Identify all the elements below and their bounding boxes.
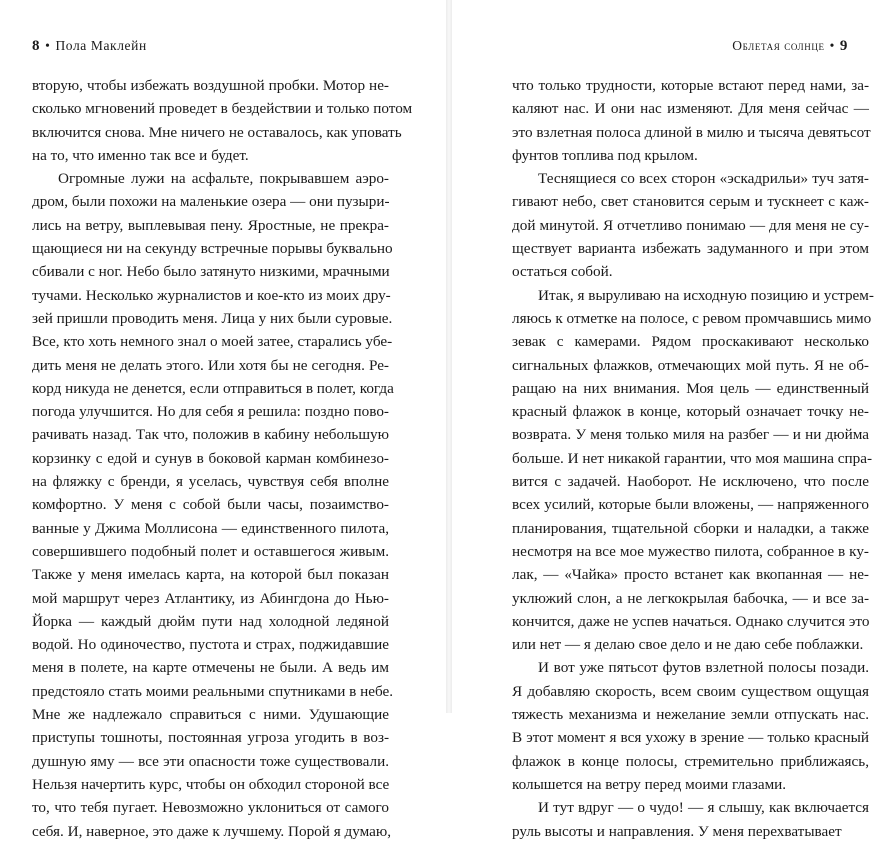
- text-line: красный флажок в конце, который означает точку не-: [512, 403, 869, 421]
- text-line: Йорка — каждый дюйм пути над холодной ледяной: [32, 612, 389, 630]
- text-line: колышется на ветру перед моими глазами.: [512, 775, 787, 793]
- text-line: совершившего подобный полет и оставшегося живым.: [32, 542, 389, 560]
- text-line: кончится, даже не успев начаться. Однако случится это: [512, 612, 870, 630]
- text-line: возврата. У меня только миля на разбег — и ни дюйма: [512, 426, 869, 444]
- text-line: лак, — «Чайка» просто встанет как вкопанная — не-: [512, 566, 869, 584]
- text-line: или нет — я делаю свое дело и не даю себе поблажки.: [512, 636, 864, 654]
- text-line: ществует варианта избежать задуманного и при этом: [512, 240, 869, 258]
- left-header-separator: •: [45, 38, 51, 53]
- right-page-number: 9: [839, 38, 848, 54]
- text-line: меня в полете, на карте отмечены не были. А ведь им: [32, 659, 389, 677]
- text-line: предстояло стать моими реальными спутниками в небе.: [32, 682, 394, 700]
- text-line: ращаю на них внимания. Моя цель — единственный: [512, 379, 869, 397]
- text-line: лись на ветру, выплевывая пену. Яростные, не прекра-: [32, 216, 389, 234]
- text-line: И тут вдруг — о чудо! — я слышу, как включается: [538, 799, 869, 817]
- text-line: Я добавляю скорость, всем своим существом ощущая: [512, 682, 869, 700]
- text-line: дой минутой. Я отчетливо понимаю — для меня не су-: [512, 216, 869, 234]
- text-line: зей пришли проводить меня. Лица у них были суровые.: [32, 309, 393, 327]
- left-page-header: [32, 36, 147, 56]
- text-line: Мне же надлежало справиться с ними. Удушающие: [32, 706, 389, 724]
- text-line: тучами. Несколько журналистов и кое-кто из моих дру-: [32, 286, 391, 304]
- text-line: включится снова. Мне ничего не оставалось, как уповать: [32, 123, 402, 141]
- left-page-number: 8: [32, 38, 41, 54]
- text-line: Огромные лужи на асфальте, покрывавшем аэро-: [58, 170, 389, 188]
- text-line: Также у меня имелась карта, на которой был показан: [32, 566, 389, 584]
- text-line: гивают небо, свет становится серым и тускнеет с каж-: [512, 193, 869, 211]
- text-line: флажок в конце полосы, стремительно приближаясь,: [512, 752, 869, 770]
- text-line: планирования, тщательной сборки и наладки, а также: [512, 519, 869, 537]
- text-line: тяжесть механизма и нежелание земли отпускать нас.: [512, 706, 869, 724]
- text-line: Нельзя начертить курс, чтобы он обходил стороной все: [32, 775, 390, 793]
- text-line: рачивать назад. Так что, положив в кабину небольшую: [32, 426, 389, 444]
- text-line: погода улучшится. Но для себя я решила: поздно пово-: [32, 403, 389, 421]
- text-line: И вот уже пятьсот футов взлетной полосы позади.: [538, 659, 869, 677]
- text-line: руль высоты и направления. У меня перехватывает: [512, 822, 842, 840]
- left-page-body: [32, 74, 413, 843]
- text-line: то, что тебя пугает. Невозможно уклониться от самого: [32, 799, 389, 817]
- text-line: вится с задачей. Наоборот. Не исключено, что после: [512, 473, 869, 491]
- text-line: корзинку с едой и сунув в боковой карман комбинезо-: [32, 449, 389, 467]
- text-line: фунтов топлива под крылом.: [512, 146, 698, 164]
- text-line: водой. Но одиночество, пустота и страх, поджидавшие: [32, 636, 389, 654]
- text-line: уклюжий слон, а не легкокрылая бабочка, — и все за-: [512, 589, 869, 607]
- text-line: дром, были похожи на маленькие озера — они пузыри-: [32, 193, 390, 211]
- text-line: Итак, я выруливаю на исходную позицию и устрем-: [538, 286, 874, 304]
- right-page-header: [732, 36, 848, 56]
- text-line: ванные у Джима Моллисона — единственного пилота,: [32, 519, 389, 537]
- text-line: комфортно. У меня с собой были часы, позаимство-: [32, 496, 389, 514]
- text-line: зевак с камерами. Рядом проскакивают несколько: [512, 333, 869, 351]
- text-line: на фляжку с бренди, я уселась, чувствуя себя вполне: [32, 473, 389, 491]
- text-line: каляют нас. И они нас изменяют. Для меня сейчас —: [512, 100, 869, 118]
- text-line: сигнальных флажков, отмечающих мой путь. Я не об-: [512, 356, 869, 374]
- text-line: приступы тошноты, постоянная угроза угодить в воз-: [32, 729, 389, 747]
- text-line: В этот момент я вся ухожу в зрение — только красный: [512, 729, 869, 747]
- text-line: ляюсь к отметке на полосе, с ревом промчавшись мимо: [512, 309, 872, 327]
- text-line: что только трудности, которые встают перед нами, за-: [512, 77, 869, 94]
- right-running-head: Облетая солнце: [732, 38, 825, 53]
- text-line: остаться собой.: [512, 263, 613, 281]
- text-line: душную яму — все эти опасности тоже существовали.: [32, 752, 389, 770]
- text-line: мой маршрут через Атлантику, из Абингдона до Нью-: [32, 589, 389, 607]
- text-line: больше. И нет никакой гарантии, что моя машина спра-: [512, 449, 873, 467]
- text-line: себя. И, наверное, это даже к лучшему. Порой я думаю,: [32, 822, 391, 840]
- left-running-head: Пола Маклейн: [55, 38, 147, 53]
- text-line: на то, что именно так все и будет.: [32, 146, 249, 164]
- text-line: корд никуда не денется, если отправиться в полет, когда: [32, 379, 394, 397]
- right-page-body: [512, 74, 874, 843]
- text-line: Все, кто хоть немного знал о моей затее, старались убе-: [32, 333, 393, 351]
- right-header-separator: •: [829, 38, 835, 53]
- right-page: [452, 0, 896, 840]
- text-line: щающиеся ни на секунду встречные порывы буквально: [32, 240, 393, 258]
- text-line: вторую, чтобы избежать воздушной пробки. Мотор не-: [32, 77, 389, 94]
- text-line: дить меня не делать этого. Или хотя бы не сегодня. Ре-: [32, 356, 389, 374]
- text-line: всех усилий, которые были вложены, — напряженного: [512, 496, 869, 514]
- text-line: сколько мгновений проведет в бездействии и только потом: [32, 100, 413, 118]
- text-line: это взлетная полоса длиной в милю и тысяча девятьсот: [512, 123, 871, 141]
- text-line: несмотря на все мое мужество пилота, собранное в ку-: [512, 542, 869, 560]
- text-line: сбивали с ног. Небо было затянуто низкими, мрачными: [32, 263, 390, 281]
- left-page: [0, 0, 446, 840]
- text-line: Теснящиеся со всех сторон «эскадрильи» туч затя-: [538, 170, 869, 188]
